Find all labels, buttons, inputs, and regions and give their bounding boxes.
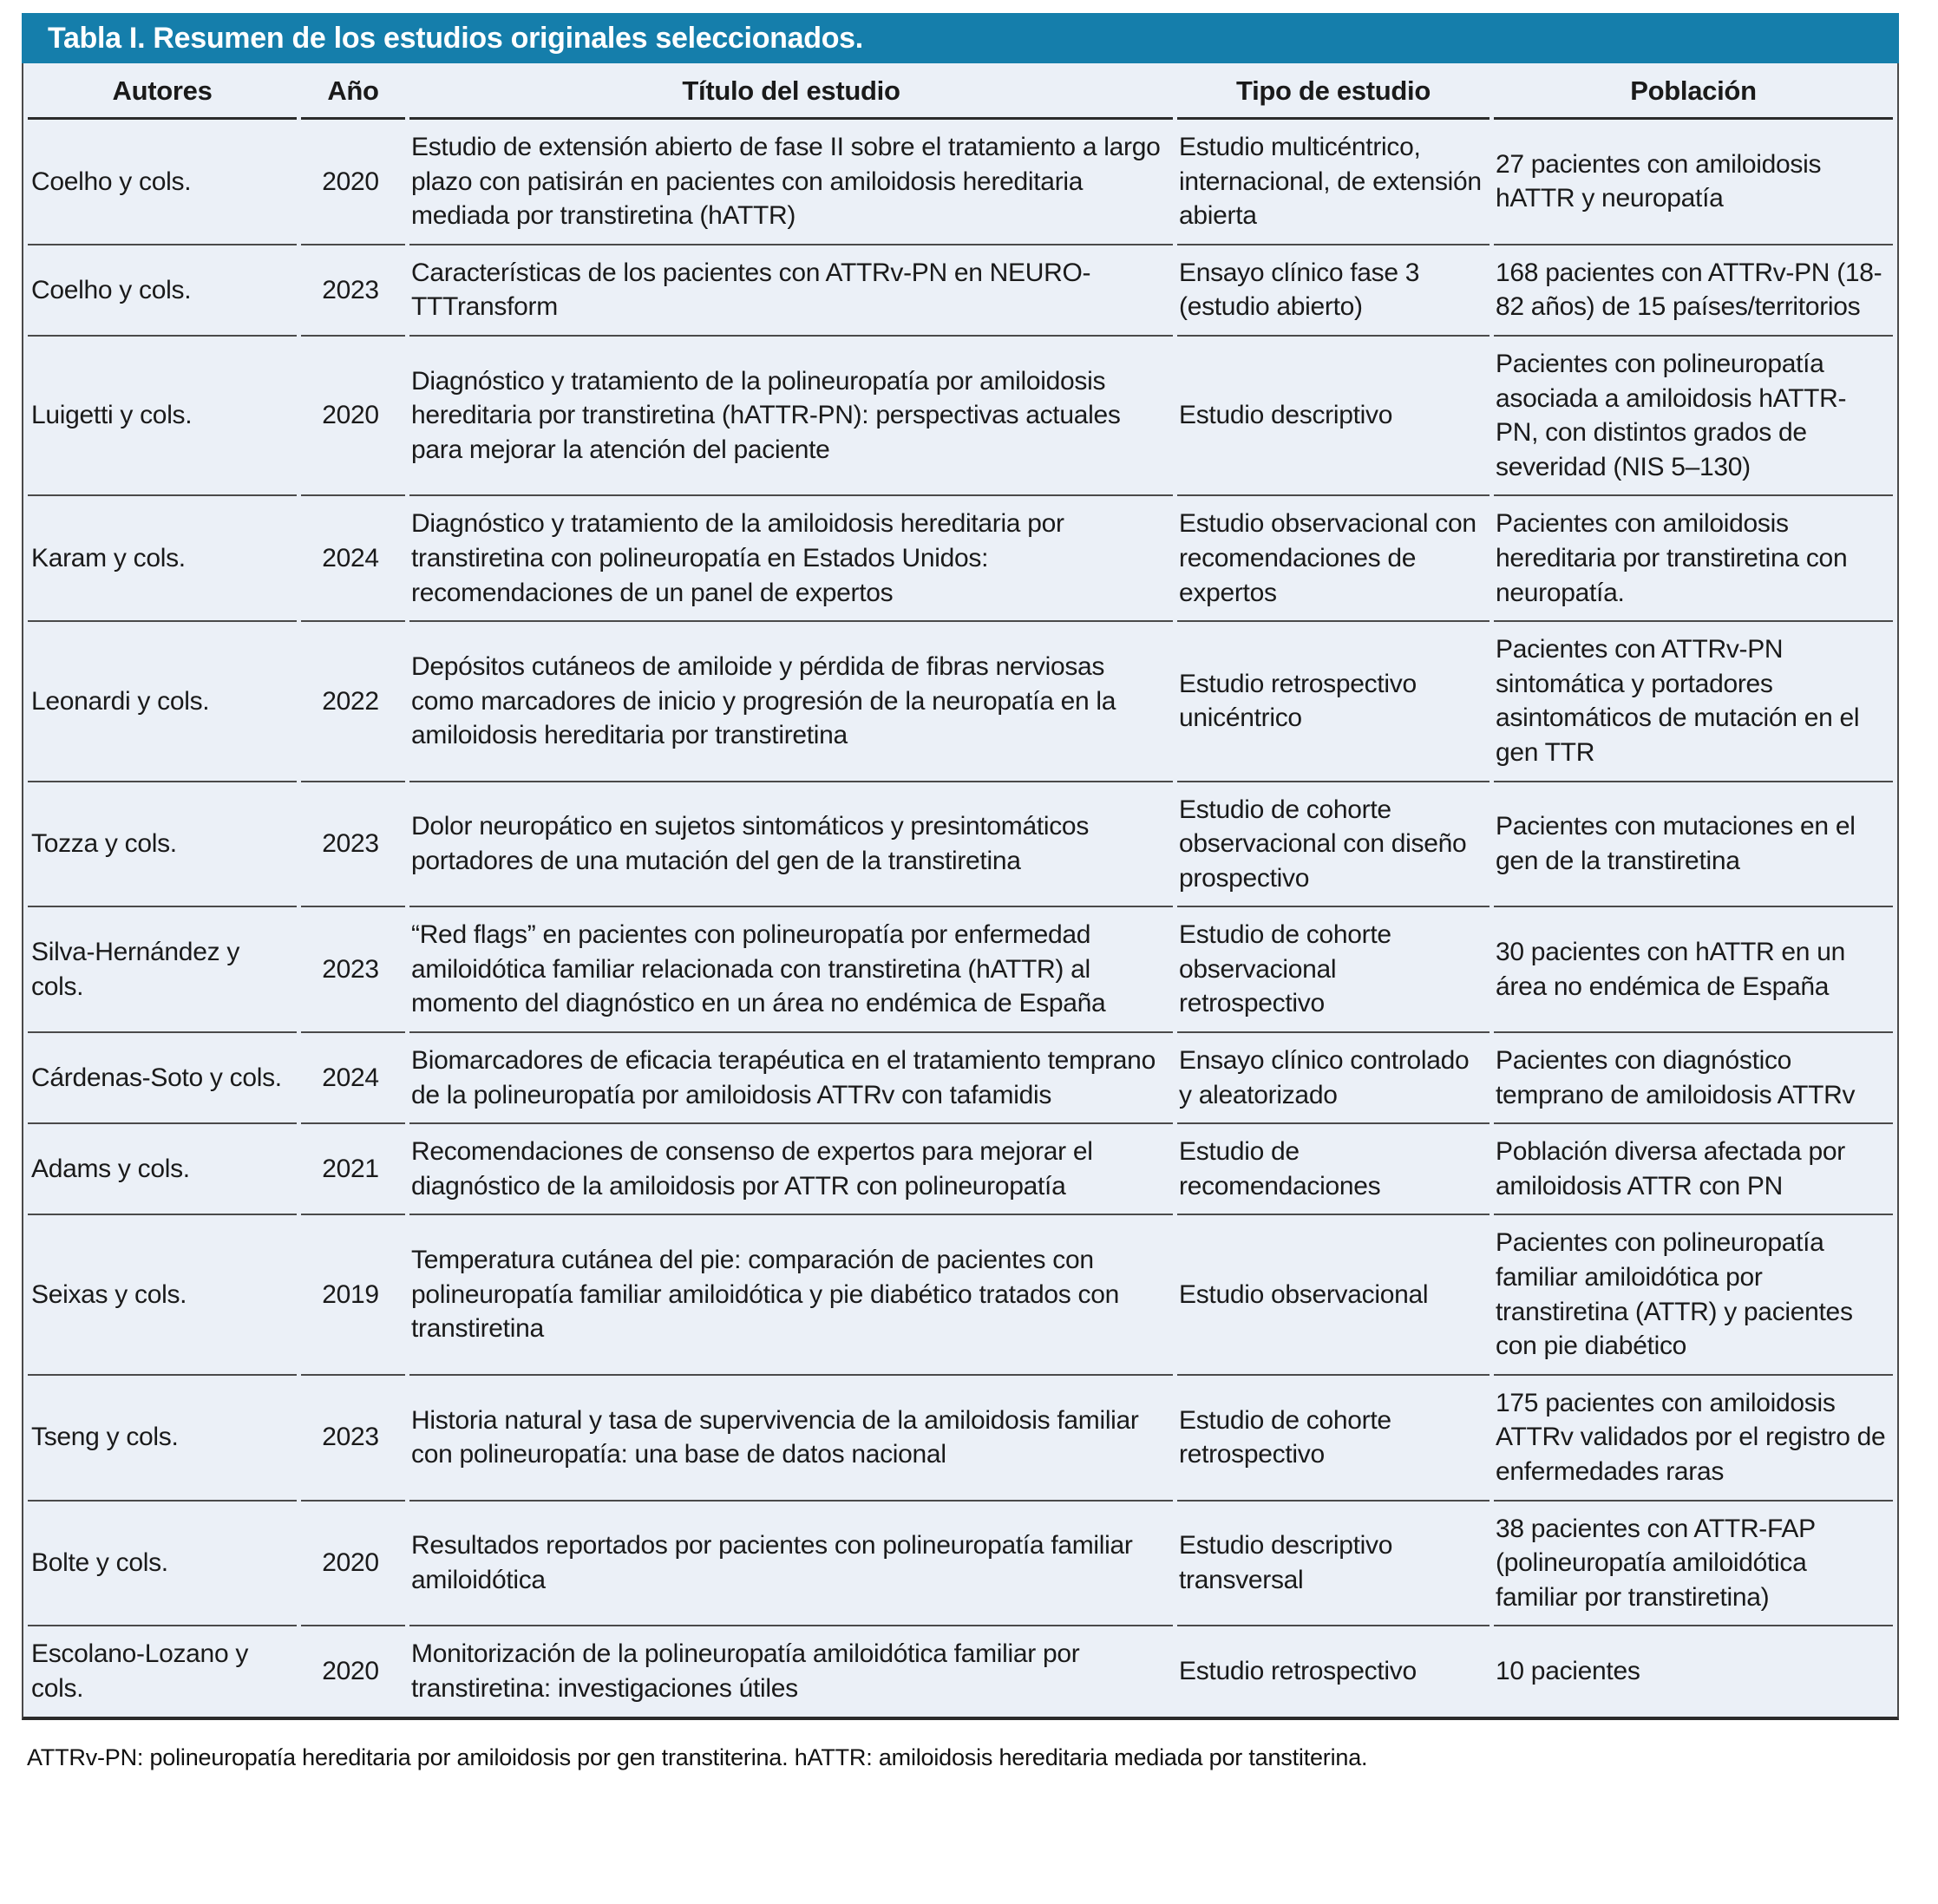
cell-autores: Adams y cols. — [28, 1124, 297, 1215]
cell-poblacion: 10 pacientes — [1494, 1626, 1893, 1716]
table-row — [28, 120, 1893, 245]
table-row — [28, 337, 1893, 496]
cell-titulo: Diagnóstico y tratamiento de la amiloidosis hereditaria por transtiretina con polineuropatía en Estados Unidos: recomendaciones de un panel de expertos — [409, 496, 1173, 622]
cell-anio: 2023 — [301, 245, 405, 337]
cell-autores: Cárdenas-Soto y cols. — [28, 1033, 297, 1124]
table-row — [28, 1124, 1893, 1215]
cell-autores: Leonardi y cols. — [28, 622, 297, 782]
cell-poblacion: Pacientes con amiloidosis hereditaria por transtiretina con neuropatía. — [1494, 496, 1893, 622]
header-row — [28, 63, 1893, 120]
cell-anio: 2019 — [301, 1215, 405, 1375]
cell-titulo: Características de los pacientes con ATTRv-PN en NEURO-TTTransform — [409, 245, 1173, 337]
cell-autores: Escolano-Lozano y cols. — [28, 1626, 297, 1716]
cell-tipo: Ensayo clínico controlado y aleatorizado — [1177, 1033, 1490, 1124]
table-row — [28, 622, 1893, 782]
table-row — [28, 907, 1893, 1033]
table-title-bar — [22, 13, 1899, 63]
cell-poblacion: 38 pacientes con ATTR-FAP (polineuropatía amiloidótica familiar por transtiretina) — [1494, 1502, 1893, 1627]
cell-anio: 2020 — [301, 120, 405, 245]
cell-autores: Bolte y cols. — [28, 1502, 297, 1627]
cell-anio: 2021 — [301, 1124, 405, 1215]
cell-anio: 2024 — [301, 496, 405, 622]
table-row — [28, 1033, 1893, 1124]
cell-autores: Karam y cols. — [28, 496, 297, 622]
cell-poblacion: 30 pacientes con hATTR en un área no endémica de España — [1494, 907, 1893, 1033]
cell-poblacion: Pacientes con ATTRv-PN sintomática y portadores asintomáticos de mutación en el gen TTR — [1494, 622, 1893, 782]
table-title: Tabla I. Resumen de los estudios originales seleccionados. — [48, 22, 863, 55]
cell-anio: 2020 — [301, 1626, 405, 1716]
cell-titulo: Estudio de extensión abierto de fase II sobre el tratamiento a largo plazo con patisirán en pacientes con amiloidosis hereditaria mediada por transtiretina (hATTR) — [409, 120, 1173, 245]
table-row — [28, 245, 1893, 337]
cell-titulo: Historia natural y tasa de supervivencia de la amiloidosis familiar con polineuropatía: una base de datos nacional — [409, 1376, 1173, 1502]
cell-autores: Luigetti y cols. — [28, 337, 297, 496]
table-body — [28, 120, 1893, 1717]
table-row — [28, 496, 1893, 622]
cell-poblacion: Pacientes con diagnóstico temprano de amiloidosis ATTRv — [1494, 1033, 1893, 1124]
studies-table — [22, 63, 1899, 1720]
cell-autores: Silva-Hernández y cols. — [28, 907, 297, 1033]
cell-titulo: Depósitos cutáneos de amiloide y pérdida de fibras nerviosas como marcadores de inicio y progresión de la neuropatía en la amiloidosis hereditaria por transtiretina — [409, 622, 1173, 782]
table-row — [28, 782, 1893, 908]
cell-autores: Seixas y cols. — [28, 1215, 297, 1375]
cell-anio: 2020 — [301, 1502, 405, 1627]
cell-titulo: Biomarcadores de eficacia terapéutica en el tratamiento temprano de la polineuropatía por amiloidosis ATTRv con tafamidis — [409, 1033, 1173, 1124]
cell-poblacion: 168 pacientes con ATTRv-PN (18-82 años) de 15 países/territorios — [1494, 245, 1893, 337]
cell-titulo: “Red flags” en pacientes con polineuropatía por enfermedad amiloidótica familiar relacionada con transtiretina (hATTR) al momento del diagnóstico en un área no endémica de España — [409, 907, 1173, 1033]
cell-titulo: Monitorización de la polineuropatía amiloidótica familiar por transtiretina: investigaciones útiles — [409, 1626, 1173, 1716]
cell-anio: 2022 — [301, 622, 405, 782]
cell-titulo: Diagnóstico y tratamiento de la polineuropatía por amiloidosis hereditaria por transtiretina (hATTR-PN): perspectivas actuales para mejorar la atención del paciente — [409, 337, 1173, 496]
cell-anio: 2023 — [301, 1376, 405, 1502]
cell-poblacion: 27 pacientes con amiloidosis hATTR y neuropatía — [1494, 120, 1893, 245]
tabla-1-card — [22, 13, 1899, 1771]
cell-tipo: Estudio descriptivo — [1177, 337, 1490, 496]
column-header-tipo: Tipo de estudio — [1177, 63, 1490, 120]
cell-autores: Tozza y cols. — [28, 782, 297, 908]
cell-autores: Coelho y cols. — [28, 120, 297, 245]
cell-titulo: Resultados reportados por pacientes con polineuropatía familiar amiloidótica — [409, 1502, 1173, 1627]
cell-tipo: Estudio de recomendaciones — [1177, 1124, 1490, 1215]
cell-tipo: Estudio multicéntrico, internacional, de extensión abierta — [1177, 120, 1490, 245]
cell-poblacion: Pacientes con mutaciones en el gen de la transtiretina — [1494, 782, 1893, 908]
cell-autores: Tseng y cols. — [28, 1376, 297, 1502]
table-row — [28, 1376, 1893, 1502]
cell-tipo: Estudio de cohorte observacional retrospectivo — [1177, 907, 1490, 1033]
cell-anio: 2023 — [301, 907, 405, 1033]
cell-poblacion: Pacientes con polineuropatía asociada a amiloidosis hATTR-PN, con distintos grados de severidad (NIS 5–130) — [1494, 337, 1893, 496]
cell-titulo: Temperatura cutánea del pie: comparación de pacientes con polineuropatía familiar amiloidótica y pie diabético tratados con transtiretina — [409, 1215, 1173, 1375]
column-header-anio: Año — [301, 63, 405, 120]
cell-tipo: Estudio descriptivo transversal — [1177, 1502, 1490, 1627]
column-header-poblacion: Población — [1494, 63, 1893, 120]
cell-anio: 2023 — [301, 782, 405, 908]
cell-tipo: Ensayo clínico fase 3 (estudio abierto) — [1177, 245, 1490, 337]
table-row — [28, 1502, 1893, 1627]
cell-tipo: Estudio retrospectivo unicéntrico — [1177, 622, 1490, 782]
footnote: ATTRv-PN: polineuropatía hereditaria por amiloidosis por gen transtiterina. hATTR: amiloidosis hereditaria mediada por tanstiterina. — [27, 1744, 1368, 1770]
cell-poblacion: Pacientes con polineuropatía familiar amiloidótica por transtiretina (ATTR) y pacientes con pie diabético — [1494, 1215, 1893, 1375]
cell-titulo: Dolor neuropático en sujetos sintomáticos y presintomáticos portadores de una mutación del gen de la transtiretina — [409, 782, 1173, 908]
cell-tipo: Estudio de cohorte retrospectivo — [1177, 1376, 1490, 1502]
cell-anio: 2020 — [301, 337, 405, 496]
cell-tipo: Estudio retrospectivo — [1177, 1626, 1490, 1716]
column-header-autores: Autores — [28, 63, 297, 120]
cell-tipo: Estudio de cohorte observacional con diseño prospectivo — [1177, 782, 1490, 908]
table-row — [28, 1215, 1893, 1375]
cell-titulo: Recomendaciones de consenso de expertos para mejorar el diagnóstico de la amiloidosis por ATTR con polineuropatía — [409, 1124, 1173, 1215]
table-row — [28, 1626, 1893, 1716]
cell-poblacion: Población diversa afectada por amiloidosis ATTR con PN — [1494, 1124, 1893, 1215]
cell-tipo: Estudio observacional con recomendaciones de expertos — [1177, 496, 1490, 622]
cell-autores: Coelho y cols. — [28, 245, 297, 337]
cell-poblacion: 175 pacientes con amiloidosis ATTRv validados por el registro de enfermedades raras — [1494, 1376, 1893, 1502]
cell-anio: 2024 — [301, 1033, 405, 1124]
column-header-titulo: Título del estudio — [409, 63, 1173, 120]
cell-tipo: Estudio observacional — [1177, 1215, 1490, 1375]
